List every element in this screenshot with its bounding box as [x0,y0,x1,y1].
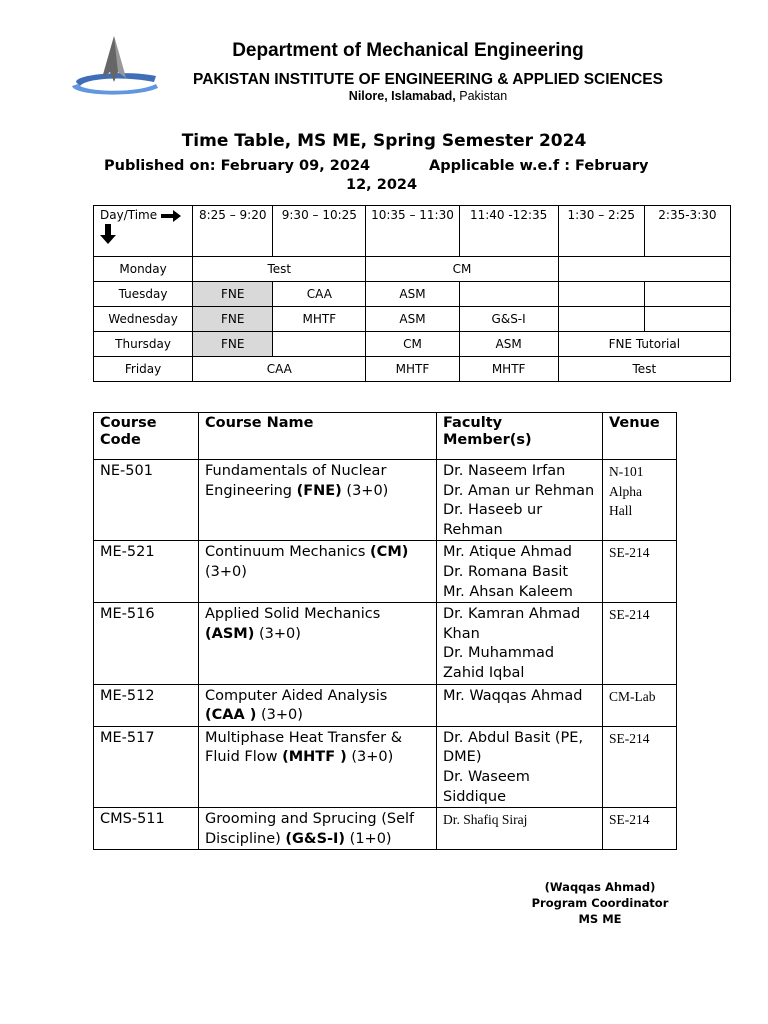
department-title: Department of Mechanical Engineering [232,40,584,61]
day-time-label: Day/Time [100,208,158,222]
class-cell: FNE [193,332,273,357]
venue: N-101 Alpha Hall [603,460,677,541]
course-name: Multiphase Heat Transfer & Fluid Flow (MHTF ) (3+0) [199,726,437,807]
faculty-members: Mr. Atique Ahmad Dr. Romana Basit Mr. Ahsan Kaleem [437,541,603,603]
course-code: NE-501 [94,460,199,541]
venue: CM-Lab [603,684,677,726]
timetable-row-monday [94,257,731,282]
class-cell: MHTF [366,357,459,382]
class-cell: CAA [273,282,366,307]
class-cell: FNE Tutorial [558,332,730,357]
location: Nilore, Islamabad, Pakistan [348,89,508,103]
day-label: Wednesday [94,307,193,332]
class-cell: MHTF [459,357,558,382]
course-table-header [94,413,677,460]
table-row [94,460,677,541]
venue: SE-214 [603,603,677,684]
class-cell: CM [366,257,558,282]
header-faculty: Faculty Member(s) [437,413,603,460]
table-row [94,808,677,850]
timetable [93,205,731,382]
class-cell: ASM [459,332,558,357]
class-cell: Test [558,357,730,382]
time-slot: 1:30 – 2:25 [558,206,644,257]
course-name: Computer Aided Analysis (CAA ) (3+0) [199,684,437,726]
document-title: Time Table, MS ME, Spring Semester 2024 [181,131,587,151]
class-cell: ASM [366,282,459,307]
time-slot: 8:25 – 9:20 [193,206,273,257]
day-time-corner [94,206,193,257]
table-row [94,726,677,807]
faculty-members: Dr. Naseem Irfan Dr. Aman ur Rehman Dr. Haseeb ur Rehman [437,460,603,541]
published-date: Published on: February 09, 2024 [104,158,371,174]
class-cell: G&S-I [459,307,558,332]
course-code: ME-521 [94,541,199,603]
applicable-date: Applicable w.e.f : February [429,158,649,174]
time-slot: 2:35-3:30 [644,206,730,257]
class-cell: FNE [193,307,273,332]
class-cell: CAA [193,357,366,382]
arrow-down-icon [100,224,116,244]
faculty-members: Dr. Kamran Ahmad Khan Dr. Muhammad Zahid Iqbal [437,603,603,684]
timetable-row-wednesday [94,307,731,332]
class-cell [558,307,644,332]
class-cell [558,282,644,307]
pieas-logo [66,32,162,100]
class-cell [558,257,730,282]
logo-text: PIEAS [105,85,123,92]
course-name: Applied Solid Mechanics (ASM) (3+0) [199,603,437,684]
faculty-members: Dr. Shafiq Siraj [437,808,603,850]
table-row [94,684,677,726]
course-name: Grooming and Sprucing (Self Discipline) (G&S-I) (1+0) [199,808,437,850]
table-row [94,603,677,684]
signatory-role: Program Coordinator [531,896,669,910]
day-label: Friday [94,357,193,382]
course-table [93,412,677,850]
venue: SE-214 [603,808,677,850]
course-code: CMS-511 [94,808,199,850]
timetable-header-row [94,206,731,257]
faculty-members: Dr. Abdul Basit (PE, DME) Dr. Waseem Siddique [437,726,603,807]
class-cell: CM [366,332,459,357]
class-cell [459,282,558,307]
class-cell: MHTF [273,307,366,332]
faculty-members: Mr. Waqqas Ahmad [437,684,603,726]
time-slot: 9:30 – 10:25 [273,206,366,257]
course-name: Fundamentals of Nuclear Engineering (FNE) (3+0) [199,460,437,541]
timetable-row-thursday [94,332,731,357]
course-code: ME-512 [94,684,199,726]
course-code: ME-516 [94,603,199,684]
class-cell [644,282,730,307]
class-cell: Test [193,257,366,282]
header-venue: Venue [603,413,677,460]
timetable-row-tuesday [94,282,731,307]
time-slot: 11:40 -12:35 [459,206,558,257]
signature-block [520,879,680,927]
timetable-row-friday [94,357,731,382]
arrow-right-icon [161,210,181,222]
header-course-name: Course Name [199,413,437,460]
class-cell [273,332,366,357]
signatory-program: MS ME [578,912,622,926]
table-row [94,541,677,603]
day-label: Monday [94,257,193,282]
course-name: Continuum Mechanics (CM) (3+0) [199,541,437,603]
venue: SE-214 [603,726,677,807]
class-cell [644,307,730,332]
class-cell: ASM [366,307,459,332]
header-course-code: Course Code [94,413,199,460]
applicable-date-cont: 12, 2024 [346,177,418,193]
class-cell: FNE [193,282,273,307]
venue: SE-214 [603,541,677,603]
course-code: ME-517 [94,726,199,807]
institute-name: PAKISTAN INSTITUTE OF ENGINEERING & APPLIED SCIENCES [193,71,663,88]
time-slot: 10:35 – 11:30 [366,206,459,257]
day-label: Thursday [94,332,193,357]
signatory-name: (Waqqas Ahmad) [544,880,656,894]
day-label: Tuesday [94,282,193,307]
